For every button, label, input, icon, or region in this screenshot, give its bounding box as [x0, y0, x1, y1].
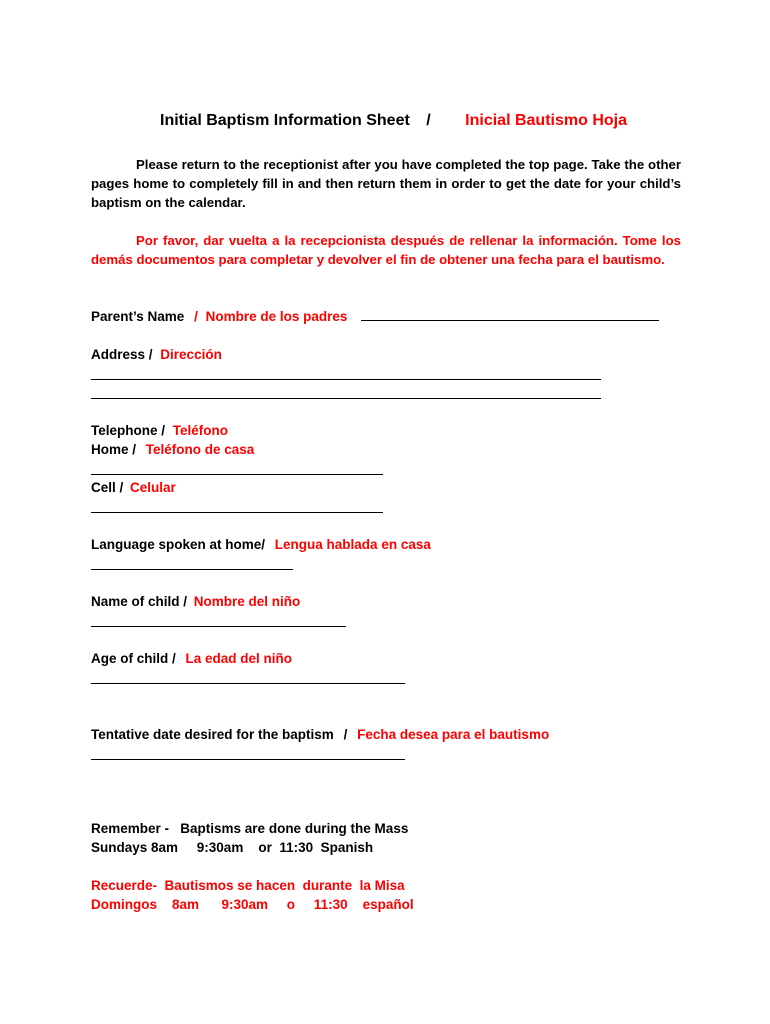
tentative-date-separator: /	[343, 727, 348, 742]
title-spanish: Inicial Bautismo Hoja	[465, 112, 627, 129]
child-name-label: Name of child /	[91, 594, 188, 609]
home-phone-blank[interactable]	[91, 474, 383, 475]
tentative-date-label-es: Fecha desea para el bautismo	[357, 727, 550, 742]
intro-spanish: Por favor, dar vuelta a la recepcionista después de rellenar la información. Tome los demás documentos para completar y devolver el fin de obtener una fecha para el bautismo.	[91, 233, 681, 267]
tentative-date-field	[91, 725, 549, 744]
language-label-es: Lengua hablada en casa	[274, 537, 431, 552]
child-name-field	[91, 592, 300, 611]
cell-phone-blank[interactable]	[91, 512, 383, 513]
tentative-date-blank[interactable]	[91, 759, 405, 760]
language-blank[interactable]	[91, 569, 293, 570]
telephone-label: Telephone /	[91, 423, 166, 438]
home-phone-label-es: Teléfono de casa	[145, 442, 255, 457]
cell-phone-label: Cell /	[91, 480, 124, 495]
child-age-label: Age of child /	[91, 651, 176, 666]
remember-spanish-line-1: Recuerde- Bautismos se hacen durante la Misa	[91, 878, 405, 893]
parents-name-separator: /	[194, 309, 198, 324]
child-age-blank[interactable]	[91, 683, 405, 684]
child-name-blank[interactable]	[91, 626, 346, 627]
title-english: Initial Baptism Information Sheet	[160, 112, 410, 129]
language-label: Language spoken at home/	[91, 537, 266, 552]
address-blank-line-1[interactable]	[91, 379, 601, 380]
address-field	[91, 345, 222, 364]
telephone-label-es: Teléfono	[172, 423, 229, 438]
address-blank-line-2[interactable]	[91, 398, 601, 399]
child-age-field	[91, 649, 292, 668]
intro-english: Please return to the receptionist after you have completed the top page. Take the other pages home to completely fill in and then return them in order to get the date for your child’s baptism on the calendar.	[91, 157, 681, 210]
address-label-es: Dirección	[160, 347, 222, 362]
cell-phone-field	[91, 478, 176, 497]
parents-name-blank[interactable]	[361, 307, 659, 321]
tentative-date-label: Tentative date desired for the baptism	[91, 727, 334, 742]
remember-english-line-2: Sundays 8am 9:30am or 11:30 Spanish	[91, 840, 374, 855]
title-separator: /	[426, 112, 431, 129]
address-label: Address /	[91, 347, 153, 362]
parents-name-label-es: Nombre de los padres	[205, 309, 348, 324]
child-age-label-es: La edad del niño	[185, 651, 293, 666]
home-phone-label: Home /	[91, 442, 137, 457]
telephone-field	[91, 421, 228, 440]
remember-spanish-line-2: Domingos 8am 9:30am o 11:30 español	[91, 897, 414, 912]
parents-name-field	[91, 307, 659, 326]
home-phone-field	[91, 440, 254, 459]
page-title	[160, 112, 627, 130]
language-field	[91, 535, 431, 554]
cell-phone-label-es: Celular	[130, 480, 176, 495]
child-name-label-es: Nombre del niño	[193, 594, 301, 609]
remember-english-line-1: Remember - Baptisms are done during the Mass	[91, 821, 409, 836]
parents-name-label: Parent’s Name	[91, 309, 185, 324]
